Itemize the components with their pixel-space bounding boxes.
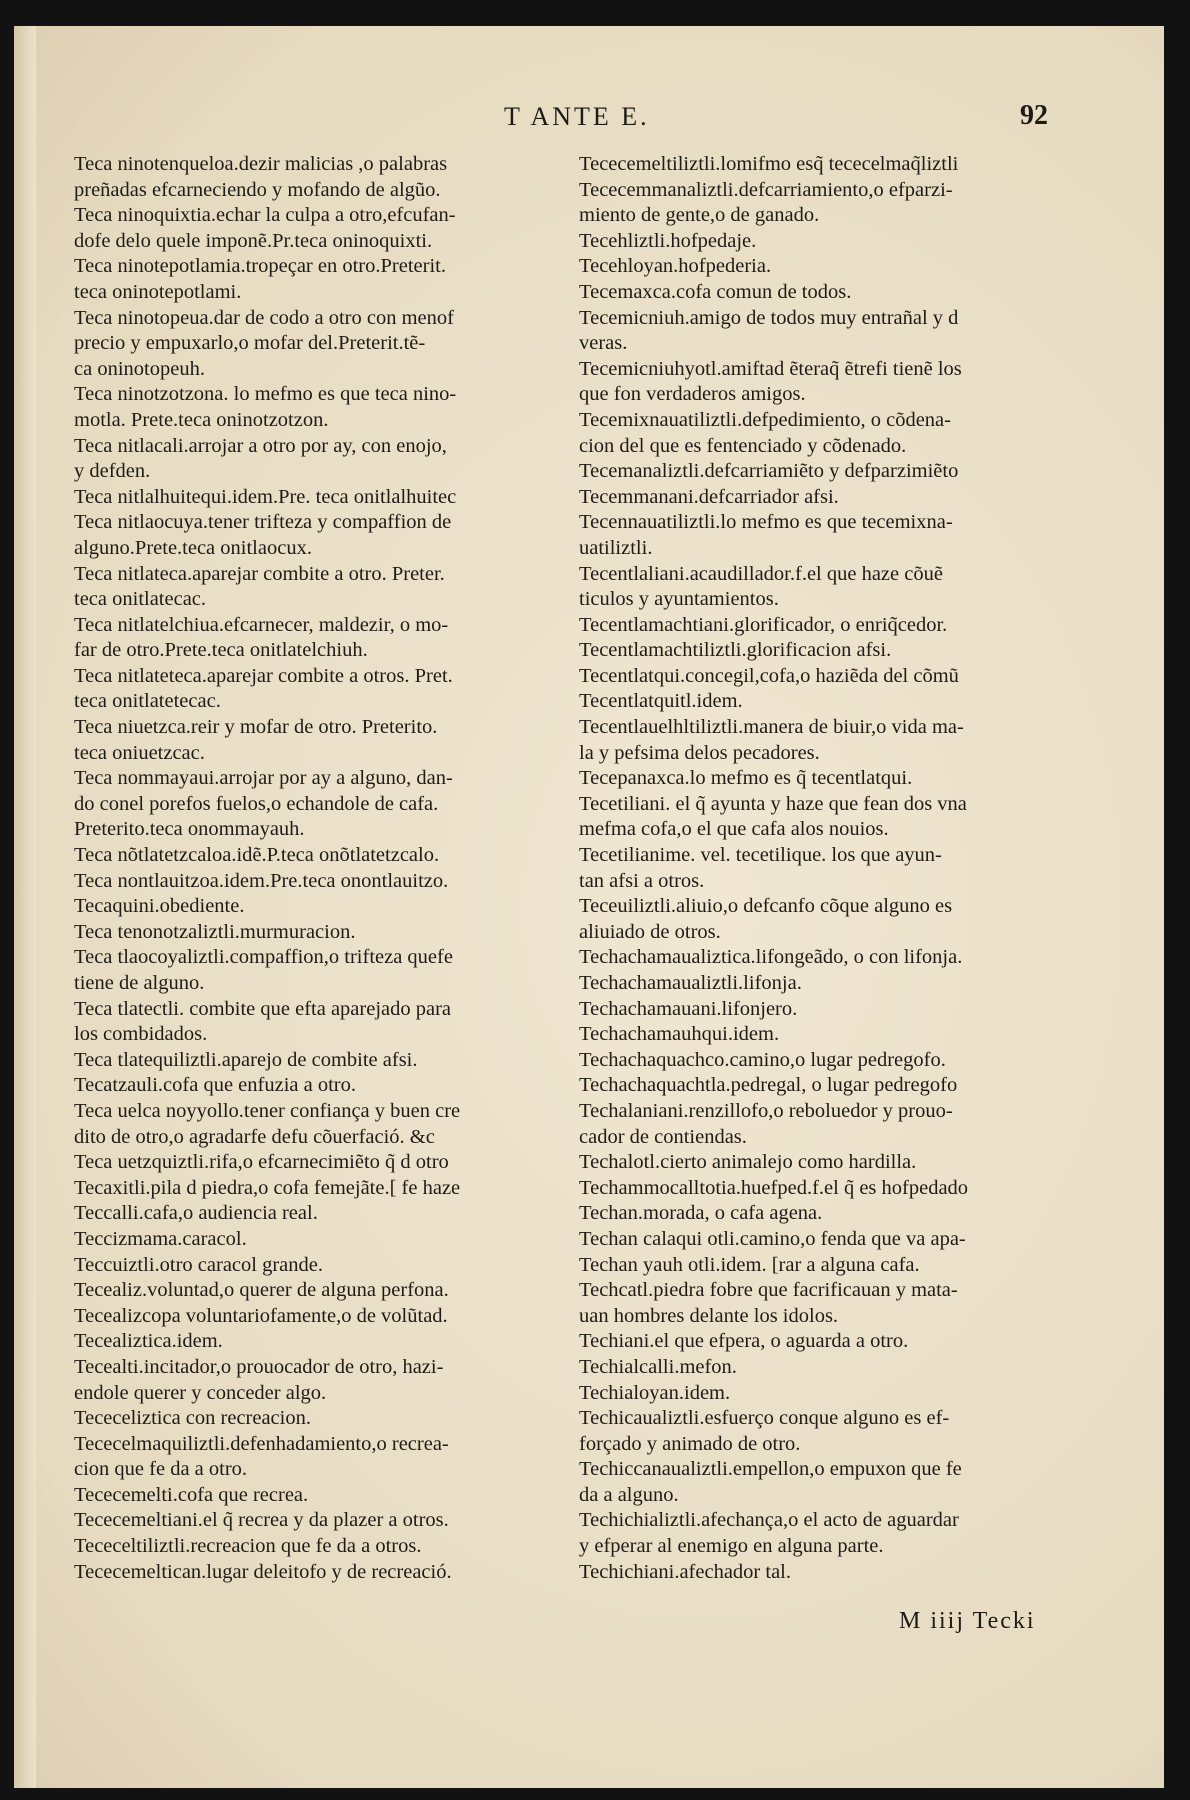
dictionary-entry <box>74 562 584 613</box>
dictionary-entry <box>74 766 584 843</box>
dictionary-entry <box>579 510 1099 561</box>
entry-line: Teca tlaocoyaliztli.compaffion,o trifteza quefe <box>74 946 453 969</box>
entry-line: Tecemixnauatiliztli.defpedimiento, o cõdena- <box>579 408 951 431</box>
entry-line: Tecealizcopa voluntariofamente,o de volũtad. <box>74 1304 448 1327</box>
dictionary-entry <box>74 306 584 383</box>
entry-line: teca oninotepotlami. <box>74 280 242 303</box>
dictionary-entry <box>579 894 1099 945</box>
dictionary-entry <box>579 1560 1099 1586</box>
dictionary-entry <box>579 1150 1099 1176</box>
entry-line: miento de gente,o de ganado. <box>579 204 820 227</box>
entry-line: Techan yauh otli.idem. [rar a alguna cafa. <box>579 1253 920 1276</box>
entry-line: Teca tlatequiliztli.aparejo de combite afsi. <box>74 1048 418 1071</box>
dictionary-entry <box>579 562 1099 613</box>
dictionary-entry <box>579 792 1099 843</box>
dictionary-entry <box>579 997 1099 1023</box>
entry-line: Tecemmanani.defcarriador afsi. <box>579 485 839 508</box>
dictionary-entry <box>579 1201 1099 1227</box>
entry-line: Teca ninotenqueloa.dezir malicias ,o palabras <box>74 153 448 175</box>
dictionary-entry <box>74 1176 584 1202</box>
entry-line: Tececeltiliztli.recreacion que fe da a otros. <box>74 1535 422 1558</box>
dictionary-entry <box>74 1150 584 1176</box>
dictionary-entry <box>579 254 1099 280</box>
dictionary-entry <box>579 1355 1099 1381</box>
entry-line: da a alguno. <box>579 1483 679 1506</box>
entry-line: preñadas efcarneciendo y mofando de algũo. <box>74 178 441 201</box>
entry-line: mefma cofa,o el que cafa alos nouios. <box>579 818 889 841</box>
dictionary-entry <box>579 1508 1099 1559</box>
dictionary-entry <box>579 1073 1099 1099</box>
dictionary-entry <box>579 766 1099 792</box>
dictionary-entry <box>74 1278 584 1304</box>
dictionary-entry <box>74 152 584 203</box>
entry-line: Teca nitlacali.arrojar a otro por ay, con enojo, <box>74 434 447 457</box>
entry-line: alguno.Prete.teca onitlaocux. <box>74 536 312 559</box>
book-page <box>14 26 1164 1788</box>
dictionary-entry <box>74 1048 584 1074</box>
entry-line: Tecentlamachtiliztli.glorificacion afsi. <box>579 639 892 662</box>
entry-line: Teca tlatectli. combite que efta aparejado para <box>74 997 452 1020</box>
entry-line: Techammocalltotia.huefped.f.el q̃ es hofpedado <box>579 1176 969 1199</box>
dictionary-entry <box>74 1560 584 1586</box>
entry-line: Techialoyan.idem. <box>579 1381 731 1404</box>
entry-line: cion que fe da a otro. <box>74 1458 248 1481</box>
dictionary-entry <box>74 1073 584 1099</box>
dictionary-entry <box>74 1304 584 1330</box>
dictionary-entry <box>579 459 1099 485</box>
dictionary-entry <box>74 485 584 511</box>
dictionary-entry <box>579 945 1099 971</box>
entry-line: Tecemicniuhyotl.amiftad ẽteraq̃ ẽtrefi tienẽ los <box>579 357 962 380</box>
entry-line: forçado y animado de otro. <box>579 1432 801 1455</box>
entry-line: Tecaxitli.pila d piedra,o cofa femejãte.[ fe haze <box>74 1176 461 1199</box>
entry-line: Techicaualiztli.esfuerço conque alguno es ef- <box>579 1407 950 1430</box>
dictionary-entry <box>579 843 1099 894</box>
dictionary-entry <box>74 203 584 254</box>
entry-line: Tececelmaquiliztli.defenhadamiento,o recrea- <box>74 1432 449 1455</box>
entry-line: Tececemeltican.lugar deleitofo y de recreació. <box>74 1560 452 1583</box>
entry-line: Techachamaualiztica.lifongeãdo, o con lifonja. <box>579 946 963 969</box>
entry-line: y efperar al enemigo en alguna parte. <box>579 1535 884 1558</box>
entry-line: Teccalli.cafa,o audiencia real. <box>74 1202 318 1225</box>
entry-line: Tecealti.incitador,o prouocador de otro, hazi- <box>74 1355 444 1378</box>
entry-line: Teca nitlateca.aparejar combite a otro. Preter. <box>74 562 445 585</box>
dictionary-entry <box>579 357 1099 408</box>
entry-line: teca onitlatecac. <box>74 588 207 611</box>
dictionary-entry <box>579 1381 1099 1407</box>
entry-line: Tecemicniuh.amigo de todos muy entrañal y d <box>579 306 959 329</box>
dictionary-entry <box>74 715 584 766</box>
entry-line: Teca ninoquixtia.echar la culpa a otro,efcufan- <box>74 204 456 227</box>
entry-line: Techachaquachco.camino,o lugar pedregofo. <box>579 1048 946 1071</box>
dictionary-entry <box>579 1022 1099 1048</box>
dictionary-entry <box>74 1483 584 1509</box>
entry-line: Teccizmama.caracol. <box>74 1227 247 1250</box>
dictionary-entry <box>579 715 1099 766</box>
facing-page-edge <box>14 26 36 1788</box>
dictionary-entry <box>579 1329 1099 1355</box>
entry-line: uan hombres delante los idolos. <box>579 1304 839 1327</box>
entry-line: far de otro.Prete.teca onitlatelchiuh. <box>74 639 368 662</box>
dictionary-entry <box>579 1406 1099 1457</box>
dictionary-entry <box>579 178 1099 229</box>
entry-line: cion del que es fentenciado y cõdenado. <box>579 434 907 457</box>
entry-line: teca oniuetzcac. <box>74 741 205 764</box>
entry-line: Teca nõtlatetzcaloa.idẽ.P.teca onõtlatetzcalo. <box>74 844 440 867</box>
entry-line: Tecealiz.voluntad,o querer de alguna perfona. <box>74 1279 449 1302</box>
dictionary-entry <box>74 1534 584 1560</box>
entry-line: Teca tenonotzaliztli.murmuracion. <box>74 920 356 943</box>
dictionary-entry <box>579 971 1099 997</box>
dictionary-entry <box>74 1508 584 1534</box>
dictionary-entry <box>74 382 584 433</box>
entry-line: Teca nommayaui.arrojar por ay a alguno, dan- <box>74 767 453 790</box>
entry-line: Tecentlaliani.acaudillador.f.el que haze cõuẽ <box>579 562 943 585</box>
dictionary-entry <box>579 1253 1099 1279</box>
entry-line: Teca ninotepotlamia.tropeçar en otro.Preterit. <box>74 255 446 278</box>
entry-line: Teca nontlauitzoa.idem.Pre.teca onontlauitzo. <box>74 869 449 892</box>
entry-line: endole querer y conceder algo. <box>74 1381 327 1404</box>
dictionary-entry <box>579 1099 1099 1150</box>
dictionary-entry <box>579 229 1099 255</box>
entry-line: Tecemanaliztli.defcarriamiẽto y defparzimiẽto <box>579 460 959 483</box>
entry-line: aliuiado de otros. <box>579 920 721 943</box>
dictionary-entry <box>579 689 1099 715</box>
dictionary-entry <box>74 1099 584 1150</box>
entry-line: Techalaniani.renzillofo,o reboluedor y prouo- <box>579 1099 953 1122</box>
dictionary-entry <box>74 945 584 996</box>
entry-line: Tecentlauelhltiliztli.manera de biuir,o vida ma- <box>579 716 964 739</box>
entry-line: Teceuiliztli.aliuio,o defcanfo cõque alguno es <box>579 895 953 918</box>
entry-line: Tecetiliani. el q̃ ayunta y haze que fean dos vna <box>579 792 967 815</box>
right-column <box>579 152 1099 1585</box>
dictionary-entry <box>74 613 584 664</box>
entry-line: Tecentlatqui.concegil,cofa,o haziẽda del cõmũ <box>579 664 959 687</box>
entry-line: los combidados. <box>74 1023 208 1046</box>
dictionary-entry <box>74 1329 584 1355</box>
dictionary-entry <box>579 280 1099 306</box>
entry-line: veras. <box>579 332 628 355</box>
dictionary-entry <box>579 1048 1099 1074</box>
entry-line: cador de contiendas. <box>579 1125 747 1148</box>
dictionary-entry <box>579 408 1099 459</box>
entry-line: Tececemmanaliztli.defcarriamiento,o efparzi- <box>579 178 953 201</box>
entry-line: Techalotl.cierto animalejo como hardilla. <box>579 1151 917 1174</box>
entry-line: Teca nitlaocuya.tener trifteza y compaffion de <box>74 511 452 534</box>
entry-line: Tecaquini.obediente. <box>74 895 245 918</box>
entry-line: dito de otro,o agradarfe defu cõuerfació. &c <box>74 1125 435 1148</box>
entry-line: Techachamaualiztli.lifonja. <box>579 972 802 994</box>
dictionary-entry <box>74 1201 584 1227</box>
dictionary-entry <box>579 1457 1099 1508</box>
entry-line: Techachamauhqui.idem. <box>579 1023 780 1046</box>
dictionary-entry <box>74 869 584 895</box>
entry-line: Tecehliztli.hofpedaje. <box>579 229 757 252</box>
entry-line: Teca nitlatelchiua.efcarnecer, maldezir, o mo- <box>74 613 449 636</box>
running-head: T ANTE E. <box>504 102 650 131</box>
page-number: 92 <box>1020 100 1048 131</box>
entry-line: tan afsi a otros. <box>579 869 705 892</box>
entry-line: Tecemaxca.cofa comun de todos. <box>579 280 852 303</box>
entry-line: Teca ninotzotzona. lo mefmo es que teca nino- <box>74 383 457 406</box>
entry-line: ca oninotopeuh. <box>74 357 205 380</box>
dictionary-entry <box>74 1253 584 1279</box>
dictionary-entry <box>579 613 1099 639</box>
entry-line: Preterito.teca onommayauh. <box>74 818 305 841</box>
dictionary-entry <box>74 510 584 561</box>
entry-line: tiene de alguno. <box>74 972 205 994</box>
entry-line: y defden. <box>74 460 151 483</box>
signature-catchword: M iiij Tecki <box>899 1608 1036 1634</box>
entry-line: do conel porefos fuelos,o echandole de cafa. <box>74 792 439 815</box>
dictionary-entry <box>74 1432 584 1483</box>
entry-line: Tececemelti.cofa que recrea. <box>74 1483 309 1506</box>
entry-line: Teca nitlateteca.aparejar combite a otros. Pret. <box>74 664 453 687</box>
dictionary-entry <box>579 152 1099 178</box>
entry-line: Techcatl.piedra fobre que facrificauan y mata- <box>579 1279 958 1302</box>
entry-line: Techachamauani.lifonjero. <box>579 997 798 1020</box>
entry-line: Teccuiztli.otro caracol grande. <box>74 1253 323 1276</box>
entry-line: teca onitlatetecac. <box>74 690 221 713</box>
dictionary-entry <box>74 920 584 946</box>
entry-line: uatiliztli. <box>579 536 653 559</box>
entry-line: Tececemeltiliztli.lomifmo esq̃ tececelmaq̃liztli <box>579 153 959 175</box>
dictionary-entry <box>74 434 584 485</box>
entry-line: Teca nitlalhuitequi.idem.Pre. teca onitlalhuitec <box>74 485 457 508</box>
entry-line: Tecetilianime. vel. tecetilique. los que ayun- <box>579 844 942 867</box>
dictionary-entry <box>74 843 584 869</box>
dictionary-entry <box>579 1227 1099 1253</box>
entry-line: Tecehloyan.hofpederia. <box>579 255 772 278</box>
entry-line: Techachaquachtla.pedregal, o lugar pedregofo <box>579 1074 958 1097</box>
entry-line: Techichiani.afechador tal. <box>579 1560 791 1583</box>
entry-line: Techan calaqui otli.camino,o fenda que va apa- <box>579 1227 966 1250</box>
entry-line: Tececemeltiani.el q̃ recrea y da plazer a otros. <box>74 1509 449 1532</box>
dictionary-entry <box>74 894 584 920</box>
entry-line: dofe delo quele imponẽ.Pr.teca oninoquixti. <box>74 229 433 252</box>
entry-line: Tecentlamachtiani.glorificador, o enriq̃cedor. <box>579 613 948 636</box>
entry-line: Tecentlatquitl.idem. <box>579 690 743 713</box>
dictionary-entry <box>74 997 584 1048</box>
dictionary-entry <box>579 1278 1099 1329</box>
entry-line: Techiccanaualiztli.empellon,o empuxon que fe <box>579 1458 962 1481</box>
entry-line: motla. Prete.teca oninotzotzon. <box>74 408 329 431</box>
entry-line: Techialcalli.mefon. <box>579 1355 737 1378</box>
dictionary-entry <box>579 638 1099 664</box>
entry-line: precio y empuxarlo,o mofar del.Preterit.tẽ- <box>74 332 426 355</box>
entry-line: Tecealiztica.idem. <box>74 1330 223 1353</box>
entry-line: Tecennauatiliztli.lo mefmo es que tecemixna- <box>579 511 953 534</box>
dictionary-entry <box>74 254 584 305</box>
entry-line: Tecepanaxca.lo mefmo es q̃ tecentlatqui. <box>579 767 913 790</box>
dictionary-entry <box>579 1176 1099 1202</box>
dictionary-entry <box>74 664 584 715</box>
entry-line: la y pefsima delos pecadores. <box>579 741 820 764</box>
entry-line: Teca ninotopeua.dar de codo a otro con menof <box>74 306 454 329</box>
entry-line: ticulos y ayuntamientos. <box>579 588 779 611</box>
entry-line: Teca uetzquiztli.rifa,o efcarnecimiẽto q̃ d otro <box>74 1151 449 1174</box>
entry-line: Teca niuetzca.reir y mofar de otro. Preterito. <box>74 716 438 739</box>
dictionary-entry <box>74 1406 584 1432</box>
dictionary-entry <box>74 1227 584 1253</box>
dictionary-entry <box>579 664 1099 690</box>
entry-line: Tecatzauli.cofa que enfuzia a otro. <box>74 1074 356 1097</box>
entry-line: que fon verdaderos amigos. <box>579 383 806 406</box>
dictionary-entry <box>74 1355 584 1406</box>
entry-line: Tececeliztica con recreacion. <box>74 1407 311 1430</box>
entry-line: Techichializtli.afechança,o el acto de aguardar <box>579 1509 959 1532</box>
entry-line: Techiani.el que efpera, o aguarda a otro. <box>579 1330 909 1353</box>
dictionary-entry <box>579 306 1099 357</box>
entry-line: Techan.morada, o cafa agena. <box>579 1202 823 1225</box>
dictionary-entry <box>579 485 1099 511</box>
entry-line: Teca uelca noyyollo.tener confiança y buen cre <box>74 1099 461 1122</box>
left-column <box>74 152 584 1585</box>
